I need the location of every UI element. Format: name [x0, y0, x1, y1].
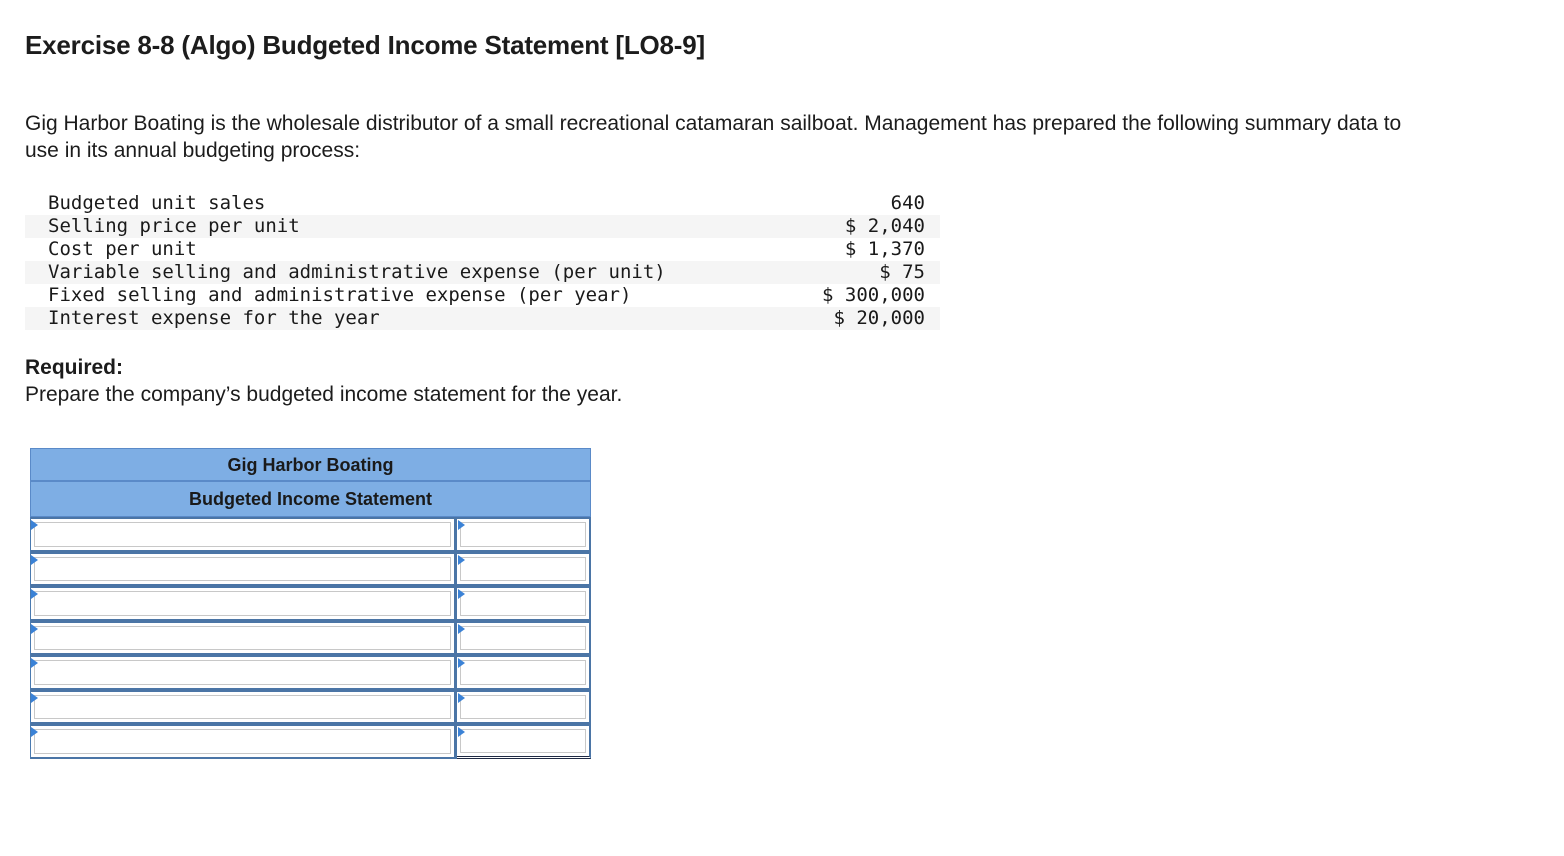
problem-intro: Gig Harbor Boating is the wholesale distributor of a small recreational catamaran sailboat. Management has prepared the following summary data to use in its annual budgeting process: [25, 112, 1402, 162]
statement-amount-cell [457, 552, 591, 587]
summary-row [25, 284, 940, 307]
statement-row [31, 690, 591, 725]
dropdown-triangle-icon[interactable] [458, 658, 465, 668]
statement-label-input[interactable] [34, 557, 451, 582]
statement-amount-cell [457, 690, 591, 725]
dropdown-triangle-icon[interactable] [458, 693, 465, 703]
summary-row [25, 215, 940, 238]
income-statement-worksheet [30, 448, 591, 759]
statement-label-cell [31, 517, 457, 552]
summary-data-table [25, 192, 940, 330]
summary-label: Selling price per unit [25, 215, 798, 238]
statement-amount-cell [457, 724, 591, 759]
statement-label-cell [31, 621, 457, 656]
statement-label-input[interactable] [34, 660, 451, 685]
statement-rows [30, 517, 591, 759]
statement-company-name: Gig Harbor Boating [30, 448, 591, 481]
dropdown-triangle-icon[interactable] [31, 555, 38, 565]
summary-value: 640 [890, 192, 925, 214]
dropdown-triangle-icon[interactable] [31, 658, 38, 668]
statement-amount-cell [457, 655, 591, 690]
dropdown-triangle-icon[interactable] [31, 693, 38, 703]
statement-label-input[interactable] [34, 695, 451, 720]
statement-label-input[interactable] [34, 591, 451, 616]
dropdown-triangle-icon[interactable] [31, 520, 38, 530]
statement-label-cell [31, 690, 457, 725]
statement-label-cell [31, 552, 457, 587]
statement-row [31, 517, 591, 552]
summary-label: Variable selling and administrative expense (per unit) [25, 261, 798, 284]
summary-label: Cost per unit [48, 238, 197, 260]
statement-amount-cell [457, 586, 591, 621]
page-title: Exercise 8-8 (Algo) Budgeted Income Statement [LO8-9] [25, 30, 705, 60]
summary-label: Budgeted unit sales [48, 192, 266, 214]
dropdown-triangle-icon[interactable] [31, 589, 38, 599]
summary-row [25, 238, 940, 261]
statement-amount-input[interactable] [460, 557, 586, 582]
dropdown-triangle-icon[interactable] [458, 727, 465, 737]
statement-row [31, 552, 591, 587]
dropdown-triangle-icon[interactable] [458, 624, 465, 634]
statement-label-input[interactable] [34, 729, 451, 754]
statement-amount-input[interactable] [460, 626, 586, 651]
statement-label-input[interactable] [34, 626, 451, 651]
statement-amount-input[interactable] [460, 729, 586, 753]
statement-row [31, 655, 591, 690]
statement-title: Budgeted Income Statement [30, 481, 591, 517]
statement-label-cell [31, 724, 457, 759]
summary-value: $ 300,000 [822, 284, 925, 306]
statement-amount-cell [457, 621, 591, 656]
summary-label: Fixed selling and administrative expense (per year) [48, 284, 632, 306]
dropdown-triangle-icon[interactable] [31, 727, 38, 737]
summary-value: $ 1,370 [844, 238, 925, 260]
statement-amount-input[interactable] [460, 695, 586, 720]
dropdown-triangle-icon[interactable] [31, 624, 38, 634]
statement-row [31, 621, 591, 656]
summary-row [25, 261, 940, 284]
statement-amount-cell [457, 517, 591, 552]
dropdown-triangle-icon[interactable] [458, 589, 465, 599]
dropdown-triangle-icon[interactable] [458, 555, 465, 565]
required-instruction: Prepare the company’s budgeted income statement for the year. [25, 383, 623, 406]
statement-amount-input[interactable] [460, 522, 586, 547]
summary-row [25, 192, 940, 215]
required-heading: Required: [25, 356, 124, 379]
summary-row [25, 307, 940, 330]
statement-label-cell [31, 586, 457, 621]
summary-value: $ 2,040 [798, 215, 940, 238]
dropdown-triangle-icon[interactable] [458, 520, 465, 530]
statement-label-cell [31, 655, 457, 690]
statement-amount-input[interactable] [460, 591, 586, 616]
statement-label-input[interactable] [34, 522, 451, 547]
statement-row [31, 586, 591, 621]
summary-value: $ 75 [798, 261, 940, 284]
summary-label: Interest expense for the year [25, 307, 798, 330]
statement-row [31, 724, 591, 759]
summary-value: $ 20,000 [798, 307, 940, 330]
statement-amount-input[interactable] [460, 660, 586, 685]
